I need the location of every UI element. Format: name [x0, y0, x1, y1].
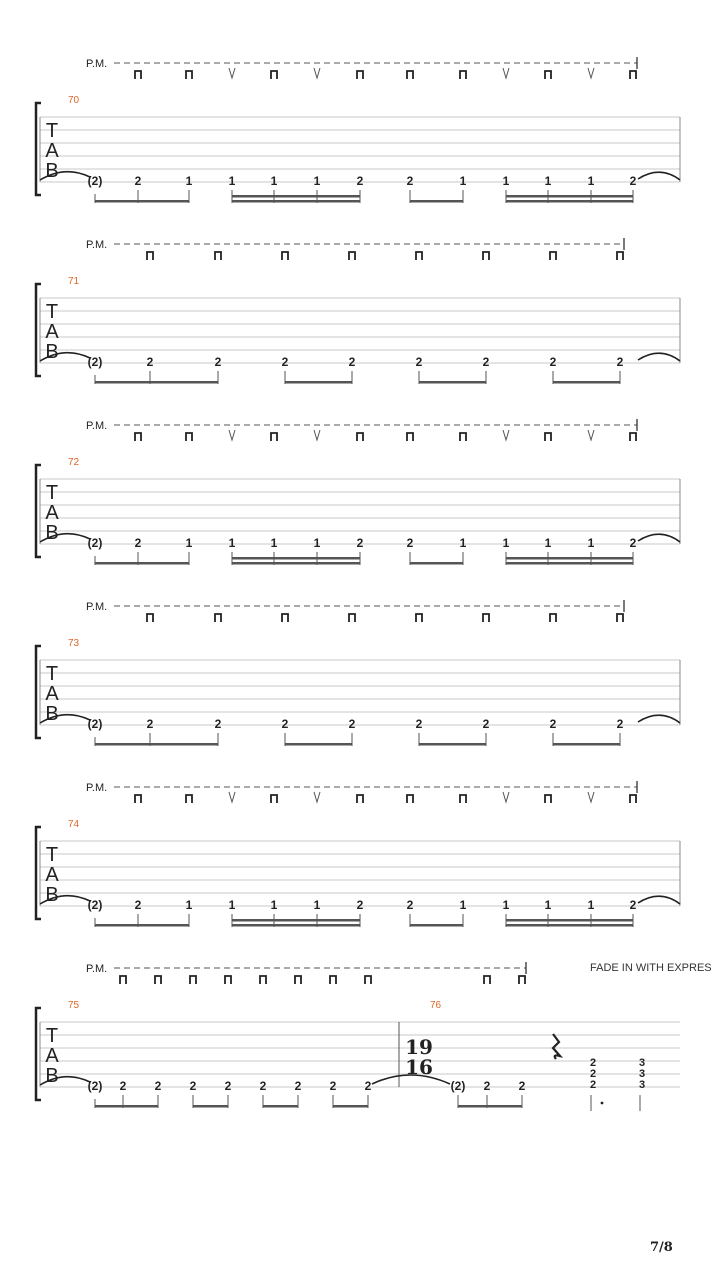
pick-down-mark	[483, 252, 489, 260]
fret-number: 2	[482, 355, 490, 369]
pick-down-mark	[617, 614, 623, 622]
fret-number: 1	[502, 536, 510, 550]
quarter-rest	[553, 1034, 560, 1059]
fret-number: 2	[549, 355, 557, 369]
tie-out	[638, 896, 680, 904]
pick-up-mark	[588, 792, 594, 802]
chord-fret-number: 2	[589, 1068, 597, 1080]
tab-system-70	[36, 57, 680, 203]
fret-number: 2	[364, 1079, 372, 1093]
note-beam	[285, 381, 352, 384]
pick-down-mark	[545, 71, 551, 79]
tab-letter-a: A	[45, 1045, 59, 1067]
tab-letter-t: T	[45, 120, 59, 142]
pick-down-mark	[617, 252, 623, 260]
pick-up-mark	[588, 430, 594, 440]
palm-mute-label: P.M.	[86, 239, 108, 251]
fret-number: 1	[587, 898, 595, 912]
pick-down-mark	[550, 252, 556, 260]
tab-letter-t: T	[45, 663, 59, 685]
fret-number: 1	[228, 174, 236, 188]
fret-number: 1	[544, 174, 552, 188]
fret-number: 1	[228, 898, 236, 912]
measure-number: 74	[68, 819, 80, 830]
fret-number: 2	[616, 717, 624, 731]
fret-number: 2	[224, 1079, 232, 1093]
note-beam	[285, 743, 352, 746]
pick-down-mark	[416, 614, 422, 622]
note-beam	[333, 1105, 368, 1108]
tab-letter-t: T	[45, 1025, 59, 1047]
fret-number: 2	[629, 174, 637, 188]
fret-number: 2	[549, 717, 557, 731]
note-beam	[419, 743, 486, 746]
pick-down-mark	[147, 252, 153, 260]
dotted-note	[601, 1102, 604, 1105]
fret-number: 2	[189, 1079, 197, 1093]
fret-number: 2	[356, 898, 364, 912]
note-beam	[263, 1105, 298, 1108]
pick-down-mark	[271, 433, 277, 441]
note-beam	[410, 200, 463, 203]
fret-number: 2	[483, 1079, 491, 1093]
fret-number: 2	[356, 174, 364, 188]
fret-number: 1	[228, 536, 236, 550]
tab-letter-a: A	[45, 683, 59, 705]
fret-number: 2	[406, 536, 414, 550]
fret-number: 1	[587, 174, 595, 188]
chord-fret-number: 2	[589, 1057, 597, 1069]
fret-number: 1	[544, 898, 552, 912]
fret-number: 2	[146, 355, 154, 369]
fret-number: 1	[313, 898, 321, 912]
pick-down-mark	[460, 71, 466, 79]
tab-letter-a: A	[45, 140, 59, 162]
note-beam	[232, 919, 360, 922]
pick-down-mark	[357, 71, 363, 79]
pick-down-mark	[330, 976, 336, 984]
note-beam	[232, 924, 360, 927]
time-signature-top: 19	[405, 1035, 433, 1059]
fret-number: 1	[270, 536, 278, 550]
tab-system-74	[36, 781, 680, 927]
palm-mute-label: P.M.	[86, 420, 108, 432]
measure-number: 70	[68, 95, 80, 106]
pick-up-mark	[503, 430, 509, 440]
pick-down-mark	[215, 614, 221, 622]
pick-down-mark	[545, 795, 551, 803]
fret-number: 2	[406, 174, 414, 188]
note-beam	[232, 195, 360, 198]
pick-down-mark	[416, 252, 422, 260]
tab-system-71	[36, 238, 680, 384]
palm-mute-label: P.M.	[86, 601, 108, 613]
pick-down-mark	[190, 976, 196, 984]
fret-number: 2	[134, 898, 142, 912]
fret-number: 1	[587, 536, 595, 550]
pick-up-mark	[314, 68, 320, 78]
fret-number: 1	[459, 174, 467, 188]
fret-number: 2	[629, 536, 637, 550]
note-beam	[553, 381, 620, 384]
pick-down-mark	[407, 795, 413, 803]
pick-down-mark	[282, 252, 288, 260]
chord-fret-number: 3	[638, 1079, 646, 1091]
fret-number: 2	[134, 536, 142, 550]
note-beam	[553, 743, 620, 746]
pick-down-mark	[357, 433, 363, 441]
tab-system-75	[36, 962, 680, 1111]
tie-out	[638, 715, 680, 723]
fret-number: 1	[502, 174, 510, 188]
time-signature-bottom: 16	[405, 1055, 433, 1079]
pick-down-mark	[155, 976, 161, 984]
fret-number: 1	[270, 898, 278, 912]
tab-letter-b: B	[45, 884, 59, 906]
pick-down-mark	[349, 252, 355, 260]
pick-down-mark	[225, 976, 231, 984]
note-beam	[506, 200, 633, 203]
fret-number: 2	[406, 898, 414, 912]
pick-up-mark	[314, 792, 320, 802]
note-beam	[410, 562, 463, 565]
fret-number: 1	[313, 174, 321, 188]
note-beam	[95, 200, 189, 203]
note-beam	[458, 1105, 522, 1108]
pick-up-mark	[229, 68, 235, 78]
pick-down-mark	[460, 433, 466, 441]
tab-letter-b: B	[45, 522, 59, 544]
fret-number: 2	[348, 355, 356, 369]
fret-number: 1	[459, 898, 467, 912]
pick-down-mark	[271, 795, 277, 803]
note-beam	[506, 924, 633, 927]
measure-number: 73	[68, 638, 80, 649]
tab-letter-a: A	[45, 864, 59, 886]
pick-down-mark	[295, 976, 301, 984]
fret-number: (2)	[87, 1079, 103, 1093]
palm-mute-label: P.M.	[86, 963, 108, 975]
pick-down-mark	[215, 252, 221, 260]
tab-system-72	[36, 419, 680, 565]
pick-down-mark	[630, 433, 636, 441]
pick-down-mark	[484, 976, 490, 984]
fret-number: 2	[348, 717, 356, 731]
pick-up-mark	[314, 430, 320, 440]
pick-down-mark	[460, 795, 466, 803]
fret-number: 2	[259, 1079, 267, 1093]
pick-down-mark	[519, 976, 525, 984]
fret-number: 2	[629, 898, 637, 912]
fret-number: 2	[281, 717, 289, 731]
note-beam	[506, 919, 633, 922]
tie-out	[638, 353, 680, 361]
pick-down-mark	[120, 976, 126, 984]
note-beam	[419, 381, 486, 384]
note-beam	[193, 1105, 228, 1108]
page-number: 7/8	[650, 1240, 673, 1255]
measure-number: 71	[68, 276, 80, 287]
pick-down-mark	[186, 71, 192, 79]
fret-number: 2	[482, 717, 490, 731]
palm-mute-label: P.M.	[86, 782, 108, 794]
tie-out	[638, 534, 680, 542]
pick-down-mark	[147, 614, 153, 622]
pick-up-mark	[503, 792, 509, 802]
fret-number: 1	[185, 898, 193, 912]
note-beam	[410, 924, 463, 927]
fret-number: 1	[270, 174, 278, 188]
pick-up-mark	[503, 68, 509, 78]
pick-down-mark	[407, 71, 413, 79]
tie-out	[638, 172, 680, 180]
note-beam	[95, 562, 189, 565]
fret-number: 2	[415, 355, 423, 369]
fret-number: 1	[185, 174, 193, 188]
pick-down-mark	[365, 976, 371, 984]
pick-up-mark	[229, 430, 235, 440]
fret-number: 2	[415, 717, 423, 731]
pick-down-mark	[630, 71, 636, 79]
fret-number: (2)	[87, 355, 103, 369]
fret-number: (2)	[87, 717, 103, 731]
pick-up-mark	[229, 792, 235, 802]
chord-fret-number: 2	[589, 1079, 597, 1091]
fret-number: (2)	[450, 1079, 466, 1093]
measure-number: 72	[68, 457, 80, 468]
fret-number: 2	[214, 717, 222, 731]
fret-number: 1	[459, 536, 467, 550]
pick-down-mark	[271, 71, 277, 79]
pick-down-mark	[282, 614, 288, 622]
note-beam	[95, 1105, 158, 1108]
tab-letter-b: B	[45, 1065, 59, 1087]
pick-up-mark	[588, 68, 594, 78]
tab-letter-b: B	[45, 703, 59, 725]
note-beam	[232, 557, 360, 560]
fret-number: 2	[281, 355, 289, 369]
pick-down-mark	[135, 795, 141, 803]
tab-letter-b: B	[45, 341, 59, 363]
fret-number: 2	[214, 355, 222, 369]
fret-number: 2	[154, 1079, 162, 1093]
pick-down-mark	[357, 795, 363, 803]
pick-down-mark	[630, 795, 636, 803]
fret-number: 2	[146, 717, 154, 731]
chord-fret-number: 3	[638, 1068, 646, 1080]
pick-down-mark	[186, 795, 192, 803]
pick-down-mark	[545, 433, 551, 441]
fret-number: 2	[294, 1079, 302, 1093]
pick-down-mark	[550, 614, 556, 622]
pick-down-mark	[483, 614, 489, 622]
pick-down-mark	[135, 71, 141, 79]
tab-letter-t: T	[45, 844, 59, 866]
fret-number: 2	[329, 1079, 337, 1093]
note-beam	[506, 562, 633, 565]
fret-number: (2)	[87, 536, 103, 550]
fret-number: 2	[518, 1079, 526, 1093]
measure-number: 75	[68, 1000, 80, 1011]
fret-number: 2	[134, 174, 142, 188]
tab-letter-a: A	[45, 321, 59, 343]
note-beam	[95, 924, 189, 927]
pick-down-mark	[349, 614, 355, 622]
fret-number: (2)	[87, 898, 103, 912]
fret-number: 2	[119, 1079, 127, 1093]
fret-number: 1	[185, 536, 193, 550]
pick-down-mark	[407, 433, 413, 441]
tab-letter-b: B	[45, 160, 59, 182]
palm-mute-label: P.M.	[86, 58, 108, 70]
pick-down-mark	[186, 433, 192, 441]
fret-number: 1	[313, 536, 321, 550]
tab-letter-t: T	[45, 301, 59, 323]
measure-number: 76	[430, 1000, 442, 1011]
pick-down-mark	[260, 976, 266, 984]
tab-letter-a: A	[45, 502, 59, 524]
chord-fret-number: 3	[638, 1057, 646, 1069]
note-beam	[95, 381, 218, 384]
note-beam	[506, 195, 633, 198]
fade-in-instruction: FADE IN WITH EXPRES	[590, 962, 712, 974]
fret-number: (2)	[87, 174, 103, 188]
note-beam	[506, 557, 633, 560]
fret-number: 1	[502, 898, 510, 912]
fret-number: 2	[616, 355, 624, 369]
fret-number: 1	[544, 536, 552, 550]
note-beam	[232, 562, 360, 565]
tab-system-73	[36, 600, 680, 746]
tab-letter-t: T	[45, 482, 59, 504]
note-beam	[95, 743, 218, 746]
fret-number: 2	[356, 536, 364, 550]
pick-down-mark	[135, 433, 141, 441]
note-beam	[232, 200, 360, 203]
